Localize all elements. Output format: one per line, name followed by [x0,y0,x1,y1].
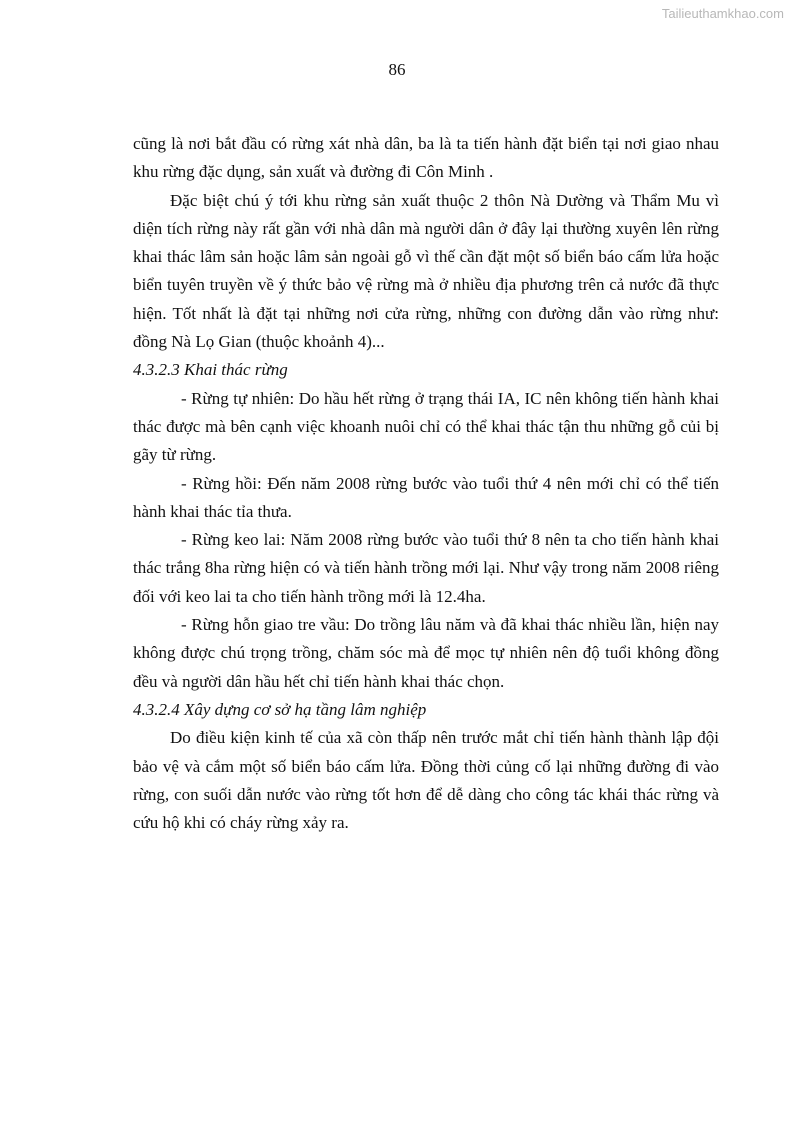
paragraph-acacia-forest: - Rừng keo lai: Năm 2008 rừng bước vào tuổi thứ 8 nên ta cho tiến hành khai thác trắng 8ha rừng hiện có và tiến hành trồng mới lại. Như vậy trong năm 2008 riêng đối với keo lai ta cho tiến hành trồng mới là 12.4ha. [133,530,719,606]
paragraph-natural-forest: - Rừng tự nhiên: Do hầu hết rừng ở trạng thái IA, IC nên không tiến hành khai thác được mà bên cạnh việc khoanh nuôi chỉ có thể khai thác tận thu những gỗ củi bị gãy từ rừng. [133,388,719,465]
watermark-text: Tailieuthamkhao.com [661,6,784,21]
paragraph-infrastructure: Do điều kiện kinh tế của xã còn thấp nên trước mắt chỉ tiến hành thành lập đội bảo vệ và cắm một số biển báo cấm lửa. Đồng thời củng cố lại những đường đi vào rừng, con suối dẫn nước vào rừng tốt hơn để dễ dàng cho công tác khái thác rừng và cứu hộ khi có cháy rừng xảy ra. [133,728,719,833]
paragraph-production-forest: Đặc biệt chú ý tới khu rừng sản xuất thuộc 2 thôn Nà Dường và Thẩm Mu vì diện tích rừng này rất gần với nhà dân mà người dân ở đây lại thường xuyên lên rừng khai thác lâm sản hoặc lâm sản ngoài gỗ vì thế cần đặt một số biển báo cấm lửa hoặc biển tuyên truyền về ý thức bảo vệ rừng mà ở nhiều địa phương trên cả nước đã thực hiện. Tốt nhất là đặt tại những nơi cửa rừng, những con đường dẫn vào rừng như: đồng Nà Lọ Gian (thuộc khoảnh 4)... [133,190,719,352]
paragraph-continuation: cũng là nơi bắt đầu có rừng xát nhà dân, ba là ta tiến hành đặt biển tại nơi giao nhau khu rừng đặc dụng, sản xuất và đường đi Côn Minh . [133,134,719,182]
document-body [133,130,719,837]
section-heading-4-3-2-4: 4.3.2.4 Xây dựng cơ sở hạ tầng lâm nghiệp [133,699,427,719]
page-number: 86 [388,60,406,79]
paragraph-anise-forest: - Rừng hồi: Đến năm 2008 rừng bước vào tuổi thứ 4 nên mới chỉ có thể tiến hành khai thác tỉa thưa. [133,473,719,521]
paragraph-bamboo-forest: - Rừng hỗn giao tre vầu: Do trồng lâu năm và đã khai thác nhiều lần, hiện nay không được chú trọng trồng, chăm sóc mà để mọc tự nhiên nên độ tuổi không đồng đều và người dân hầu hết chỉ tiến hành khai thác chọn. [133,615,719,691]
section-heading-4-3-2-3: 4.3.2.3 Khai thác rừng [133,360,288,380]
